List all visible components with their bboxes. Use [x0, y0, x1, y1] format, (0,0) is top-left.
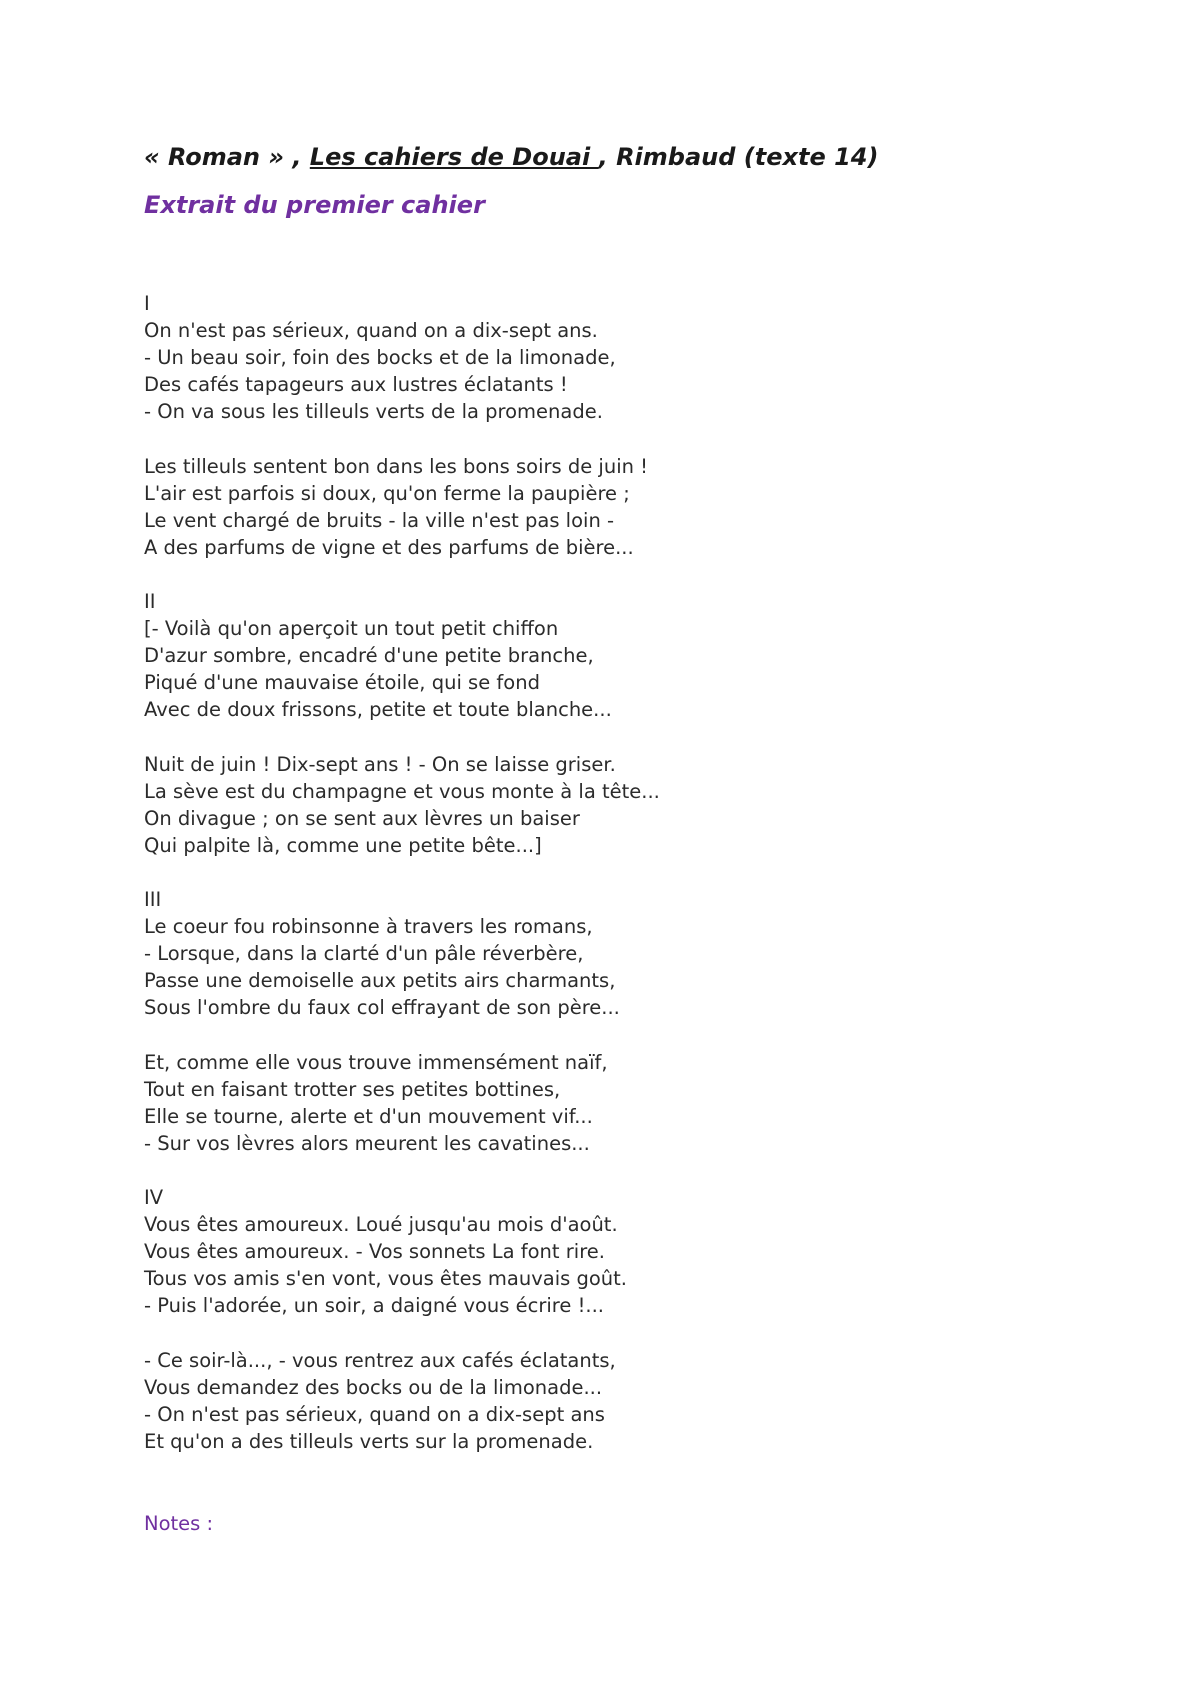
- poem-line: Le vent chargé de bruits - la ville n'est pas loin -: [144, 508, 615, 532]
- section-numeral: I: [144, 292, 150, 315]
- poem-stanza: [144, 886, 1104, 1021]
- poem-line: L'air est parfois si doux, qu'on ferme la paupière ;: [144, 481, 630, 505]
- document-subtitle: Extrait du premier cahier: [144, 191, 485, 219]
- poem-line: Sous l'ombre du faux col effrayant de son père...: [144, 996, 620, 1020]
- poem-line: On divague ; on se sent aux lèvres un baiser: [144, 806, 580, 830]
- section-numeral: III: [144, 888, 162, 912]
- poem-line: - Ce soir-là..., - vous rentrez aux cafés éclatants,: [144, 1348, 616, 1372]
- poem-line: Tous vos amis s'en vont, vous êtes mauvais goût.: [144, 1267, 628, 1291]
- notes-label: Notes :: [144, 1512, 214, 1536]
- poem-line: Tout en faisant trotter ses petites bottines,: [144, 1077, 561, 1101]
- poem-line: La sève est du champagne et vous monte à la tête...: [144, 779, 660, 803]
- poem-line: Elle se tourne, alerte et d'un mouvement vif...: [144, 1104, 593, 1128]
- poem-line: Vous êtes amoureux. Loué jusqu'au mois d'août.: [144, 1213, 618, 1237]
- poem-stanza: [144, 453, 1104, 561]
- poem-body: [144, 290, 1104, 1455]
- section-numeral: II: [144, 590, 156, 614]
- poem-stanza: [144, 1184, 1104, 1319]
- poem-line: - Un beau soir, foin des bocks et de la limonade,: [144, 346, 616, 370]
- poem-line: Et qu'on a des tilleuls verts sur la promenade.: [144, 1429, 594, 1453]
- poem-line: Qui palpite là, comme une petite bête...]: [144, 833, 542, 857]
- poem-line: - Lorsque, dans la clarté d'un pâle réverbère,: [144, 942, 584, 966]
- poem-line: Vous êtes amoureux. - Vos sonnets La font rire.: [144, 1240, 605, 1264]
- title-prefix: « Roman » ,: [144, 143, 310, 171]
- document-page: [144, 140, 1104, 1537]
- poem-stanza: [144, 290, 1104, 425]
- poem-line: A des parfums de vigne et des parfums de bière...: [144, 535, 634, 559]
- document-title: [144, 140, 1104, 174]
- poem-line: On n'est pas sérieux, quand on a dix-sept ans.: [144, 319, 598, 343]
- title-work: Les cahiers de Douai: [309, 143, 599, 171]
- poem-line: [- Voilà qu'on aperçoit un tout petit chiffon: [144, 617, 559, 641]
- poem-line: Avec de doux frissons, petite et toute blanche...: [144, 698, 612, 722]
- poem-line: - Sur vos lèvres alors meurent les cavatines...: [144, 1131, 590, 1155]
- poem-line: Nuit de juin ! Dix-sept ans ! - On se laisse griser.: [144, 752, 616, 776]
- poem-line: D'azur sombre, encadré d'une petite branche,: [144, 644, 594, 668]
- poem-line: - On n'est pas sérieux, quand on a dix-sept ans: [144, 1402, 605, 1426]
- poem-line: - On va sous les tilleuls verts de la promenade.: [144, 400, 603, 424]
- poem-line: Des cafés tapageurs aux lustres éclatants !: [144, 373, 568, 397]
- poem-stanza: [144, 588, 1104, 723]
- poem-stanza: [144, 751, 1104, 859]
- poem-line: Et, comme elle vous trouve immensément naïf,: [144, 1050, 608, 1074]
- section-numeral: IV: [144, 1186, 164, 1210]
- poem-line: Le coeur fou robinsonne à travers les romans,: [144, 915, 593, 939]
- poem-stanza: [144, 1049, 1104, 1157]
- title-suffix: , Rimbaud (texte 14): [598, 143, 879, 171]
- poem-line: - Puis l'adorée, un soir, a daigné vous écrire !...: [144, 1294, 605, 1318]
- poem-line: Piqué d'une mauvaise étoile, qui se fond: [144, 671, 540, 695]
- poem-line: Les tilleuls sentent bon dans les bons soirs de juin !: [144, 454, 649, 478]
- poem-line: Vous demandez des bocks ou de la limonade...: [144, 1375, 603, 1399]
- poem-stanza: [144, 1347, 1104, 1455]
- poem-line: Passe une demoiselle aux petits airs charmants,: [144, 969, 616, 993]
